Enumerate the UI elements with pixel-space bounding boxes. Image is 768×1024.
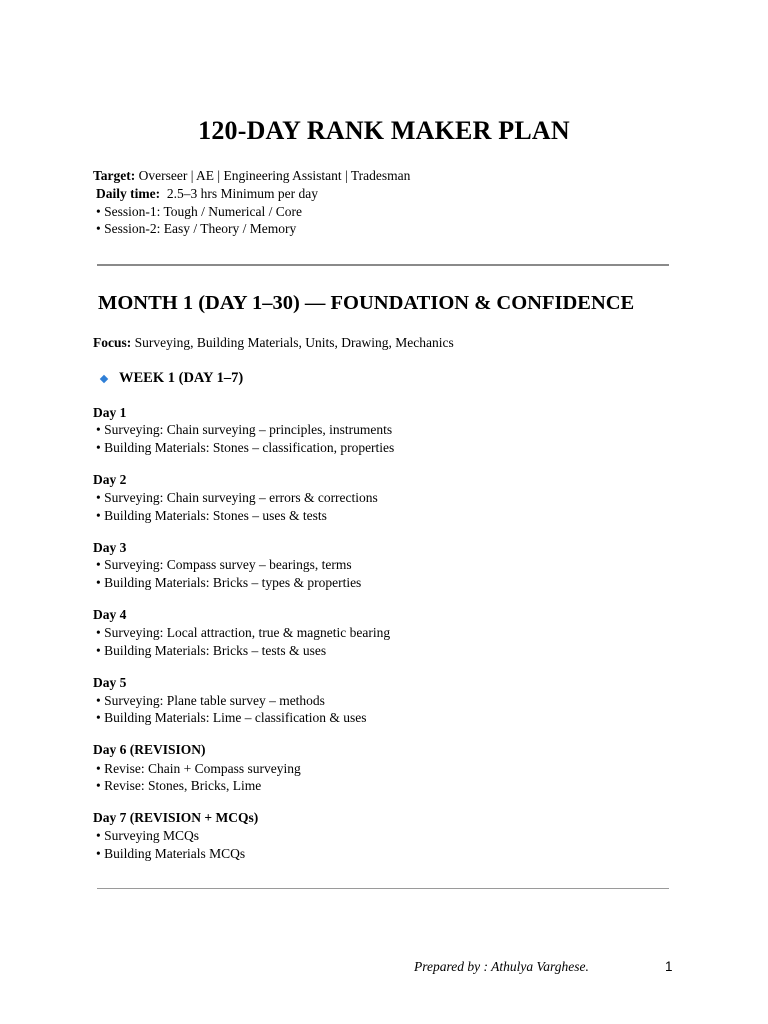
day-4-item-2: • Building Materials: Bricks – tests & uses [96,643,327,658]
day-6-label: Day 6 (REVISION) [93,742,206,757]
daily-time-label: Daily time: [96,186,161,201]
section-divider-top [97,264,669,266]
day-6-item-2: • Revise: Stones, Bricks, Lime [96,778,262,793]
day-3-item-1: • Surveying: Compass survey – bearings, terms [96,557,352,572]
day-1-item-2: • Building Materials: Stones – classification, properties [96,440,395,455]
day-2-label: Day 2 [93,472,127,487]
diamond-bullet-icon [100,374,108,382]
day-3-label: Day 3 [93,540,127,555]
focus-line [93,334,454,351]
day-1-label: Day 1 [93,405,127,420]
target-value: Overseer | AE | Engineering Assistant | Tradesman [135,168,411,183]
section-divider-bottom [97,888,669,889]
day-5-label: Day 5 [93,675,127,690]
day-4-item-1: • Surveying: Local attraction, true & magnetic bearing [96,625,391,640]
focus-label: Focus: [93,335,132,350]
target-label: Target: [93,168,136,183]
session-1-line: • Session-1: Tough / Numerical / Core [96,204,303,219]
month-1-heading: MONTH 1 (DAY 1–30) — FOUNDATION & CONFIDENCE [98,292,635,314]
day-7-item-2: • Building Materials MCQs [96,846,246,861]
day-7-label: Day 7 (REVISION + MCQs) [93,810,259,825]
daily-time-value: 2.5–3 hrs Minimum per day [160,186,318,201]
target-line [93,167,410,184]
day-2-item-1: • Surveying: Chain surveying – errors & corrections [96,490,378,505]
day-7-item-1: • Surveying MCQs [96,828,199,843]
day-2-item-2: • Building Materials: Stones – uses & tests [96,508,327,523]
day-1-item-1: • Surveying: Chain surveying – principles, instruments [96,422,393,437]
focus-value: Surveying, Building Materials, Units, Drawing, Mechanics [131,335,454,350]
day-6-item-1: • Revise: Chain + Compass surveying [96,761,301,776]
week-1-heading [100,370,243,387]
prepared-by: Prepared by : Athulya Varghese. [414,959,589,974]
day-3-item-2: • Building Materials: Bricks – types & properties [96,575,362,590]
day-4-label: Day 4 [93,607,127,622]
session-2-line: • Session-2: Easy / Theory / Memory [96,221,297,236]
day-5-item-2: • Building Materials: Lime – classification & uses [96,710,367,725]
week-1-title: WEEK 1 (DAY 1–7) [119,370,244,386]
page-title: 120-DAY RANK MAKER PLAN [198,116,570,145]
page-number: 1 [665,959,673,974]
day-5-item-1: • Surveying: Plane table survey – methods [96,693,325,708]
daily-time-line [96,185,318,202]
